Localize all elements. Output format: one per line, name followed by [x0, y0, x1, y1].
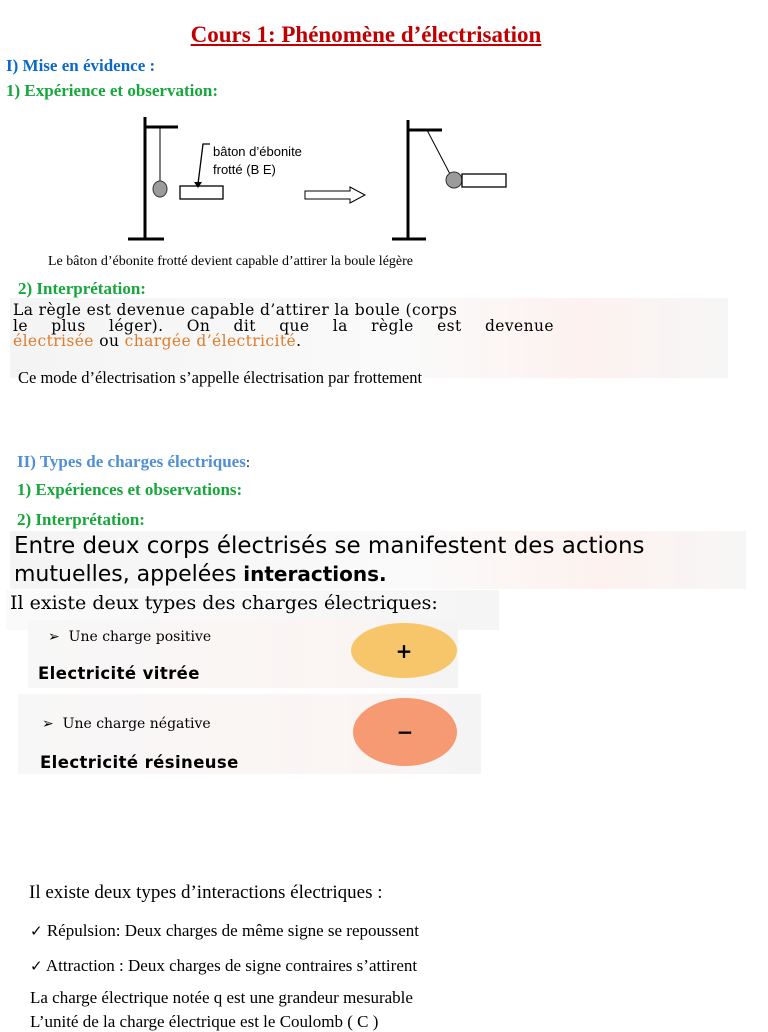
charge-definition: La charge électrique notée q est une grandeur mesurable	[30, 988, 413, 1007]
interpretation-line-1: La règle est devenue capable d’attirer la boule (corps	[13, 301, 458, 319]
electricite-vitree: Electricité vitrée	[38, 664, 200, 683]
positive-charge-text: Une charge positive	[68, 629, 212, 645]
interactions-line-2	[14, 560, 387, 589]
section-heading-2	[17, 452, 250, 472]
figure-caption: Le bâton d’ébonite frotté devient capable d’attirer la boule légère	[48, 254, 413, 269]
repulsion-item	[30, 921, 419, 941]
negative-charge-label	[42, 716, 211, 732]
electricite-resineuse: Electricité résineuse	[40, 753, 239, 772]
repulsion-text: Répulsion: Deux charges de même signe se repoussent	[46, 921, 420, 940]
right-thread	[427, 130, 450, 174]
subheading-interpretation-1: 2) Interprétation:	[18, 279, 146, 298]
attraction-item	[30, 956, 417, 976]
minus-icon: −	[396, 720, 414, 744]
right-ball	[446, 172, 462, 188]
interactions-term: interactions.	[243, 562, 387, 586]
plus-icon: +	[395, 638, 413, 663]
mode-sentence: Ce mode d’électrisation s’appelle électrisation par frottement	[18, 368, 423, 387]
interactions-line-2-text: mutuelles, appelées	[14, 562, 244, 587]
types-line: Il existe deux types des charges électriques:	[10, 592, 438, 614]
arrow-bullet-icon: ➢	[42, 716, 54, 732]
positive-charge-ellipse	[351, 623, 457, 678]
subheading-experiences-2: 1) Expériences et observations:	[17, 480, 243, 499]
positive-charge-label	[48, 629, 211, 645]
arrow-bullet-icon: ➢	[48, 629, 60, 645]
interactions-intro: Il existe deux types d’interactions électriques :	[29, 882, 383, 903]
period: .	[296, 332, 302, 350]
section-heading-2-text: II) Types de charges électriques	[17, 452, 246, 471]
check-icon: ✓	[30, 957, 43, 975]
section-heading-1: I) Mise en évidence :	[6, 56, 156, 75]
negative-charge-text: Une charge négative	[62, 716, 211, 732]
transition-arrow	[305, 187, 365, 203]
left-ball	[153, 181, 167, 197]
interpretation-line-2: le plus léger). On dit que la règle est devenue	[13, 317, 554, 335]
page-title: Cours 1: Phénomène d’électrisation	[190, 22, 542, 47]
experiment-figure	[120, 112, 520, 247]
electrisee-term: électrisée	[13, 332, 94, 350]
left-rod	[180, 186, 223, 199]
section-heading-2-colon: :	[245, 455, 251, 471]
check-icon: ✓	[30, 922, 43, 940]
charge-unit: L’unité de la charge électrique est le Coulomb ( C )	[30, 1012, 379, 1031]
rod-label-line2: frotté (B E)	[213, 162, 276, 177]
subheading-experience: 1) Expérience et observation:	[6, 81, 218, 100]
label-pointer	[198, 144, 210, 184]
attraction-text: Attraction : Deux charges de signe contraires s’attirent	[45, 956, 418, 975]
interactions-line-1: Entre deux corps électrisés se manifestent des actions	[14, 533, 645, 559]
rod-label-line1: bâton d’ébonite	[213, 144, 302, 159]
interpretation-line-3	[13, 333, 301, 349]
negative-charge-ellipse	[353, 698, 457, 766]
chargee-term: chargée d’électricité	[124, 332, 297, 350]
right-rod	[462, 174, 506, 187]
subheading-interpretation-2: 2) Interprétation:	[17, 510, 145, 529]
or-word: ou	[93, 332, 125, 350]
